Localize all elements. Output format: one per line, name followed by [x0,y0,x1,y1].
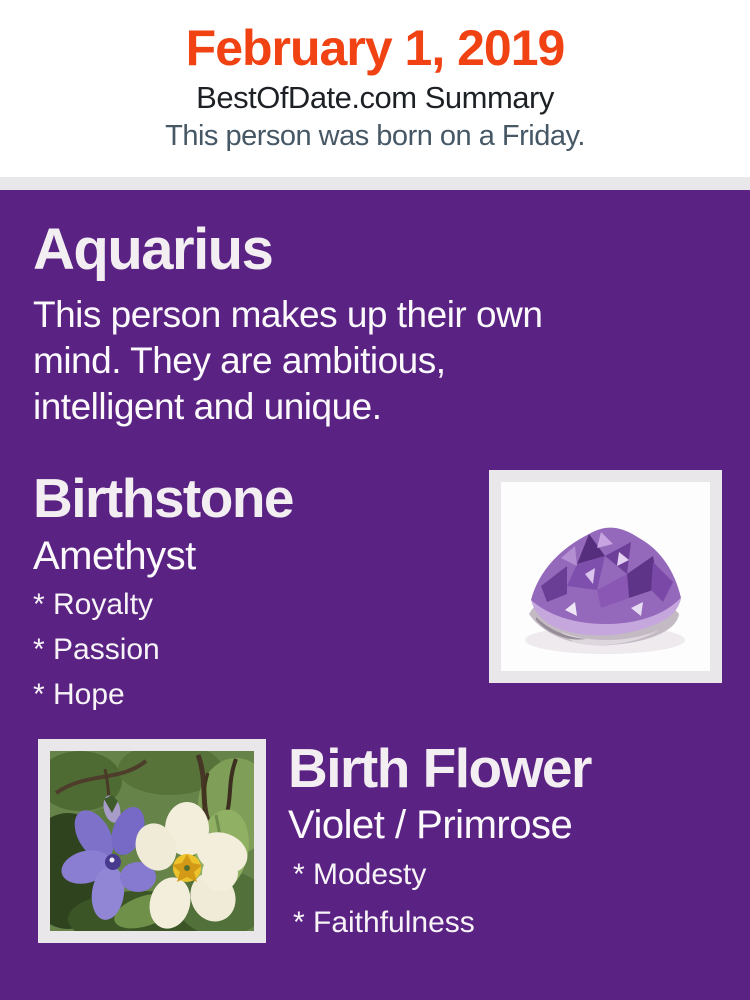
amethyst-photo-svg [501,482,710,671]
violet-primrose-photo-svg [50,751,254,931]
birthstone-trait: * Royalty [33,588,154,621]
amethyst-image [489,470,722,683]
zodiac-description-line: intelligent and unique. [33,386,382,427]
birthstone-trait: * Passion [33,633,160,666]
birth-flower-name: Violet / Primrose [288,803,573,847]
section-divider [0,177,750,190]
date-title: February 1, 2019 [185,20,565,76]
birthstone-name: Amethyst [33,534,196,578]
site-summary: BestOfDate.com Summary [196,79,554,115]
zodiac-description [33,292,542,430]
zodiac-description-line: This person makes up their own [33,294,543,335]
zodiac-name: Aquarius [33,217,273,282]
birth-flower-trait: * Modesty [293,858,427,891]
birth-flower-title: Birth Flower [288,737,591,799]
born-day-note: This person was born on a Friday. [165,120,585,153]
birthstone-title: Birthstone [33,467,293,529]
zodiac-description-line: mind. They are ambitious, [33,340,446,381]
flower-image [38,739,266,943]
page-header [0,0,750,177]
birthstone-trait: * Hope [33,678,125,711]
birth-flower-trait: * Faithfulness [293,906,475,939]
zodiac-section [0,190,750,1000]
